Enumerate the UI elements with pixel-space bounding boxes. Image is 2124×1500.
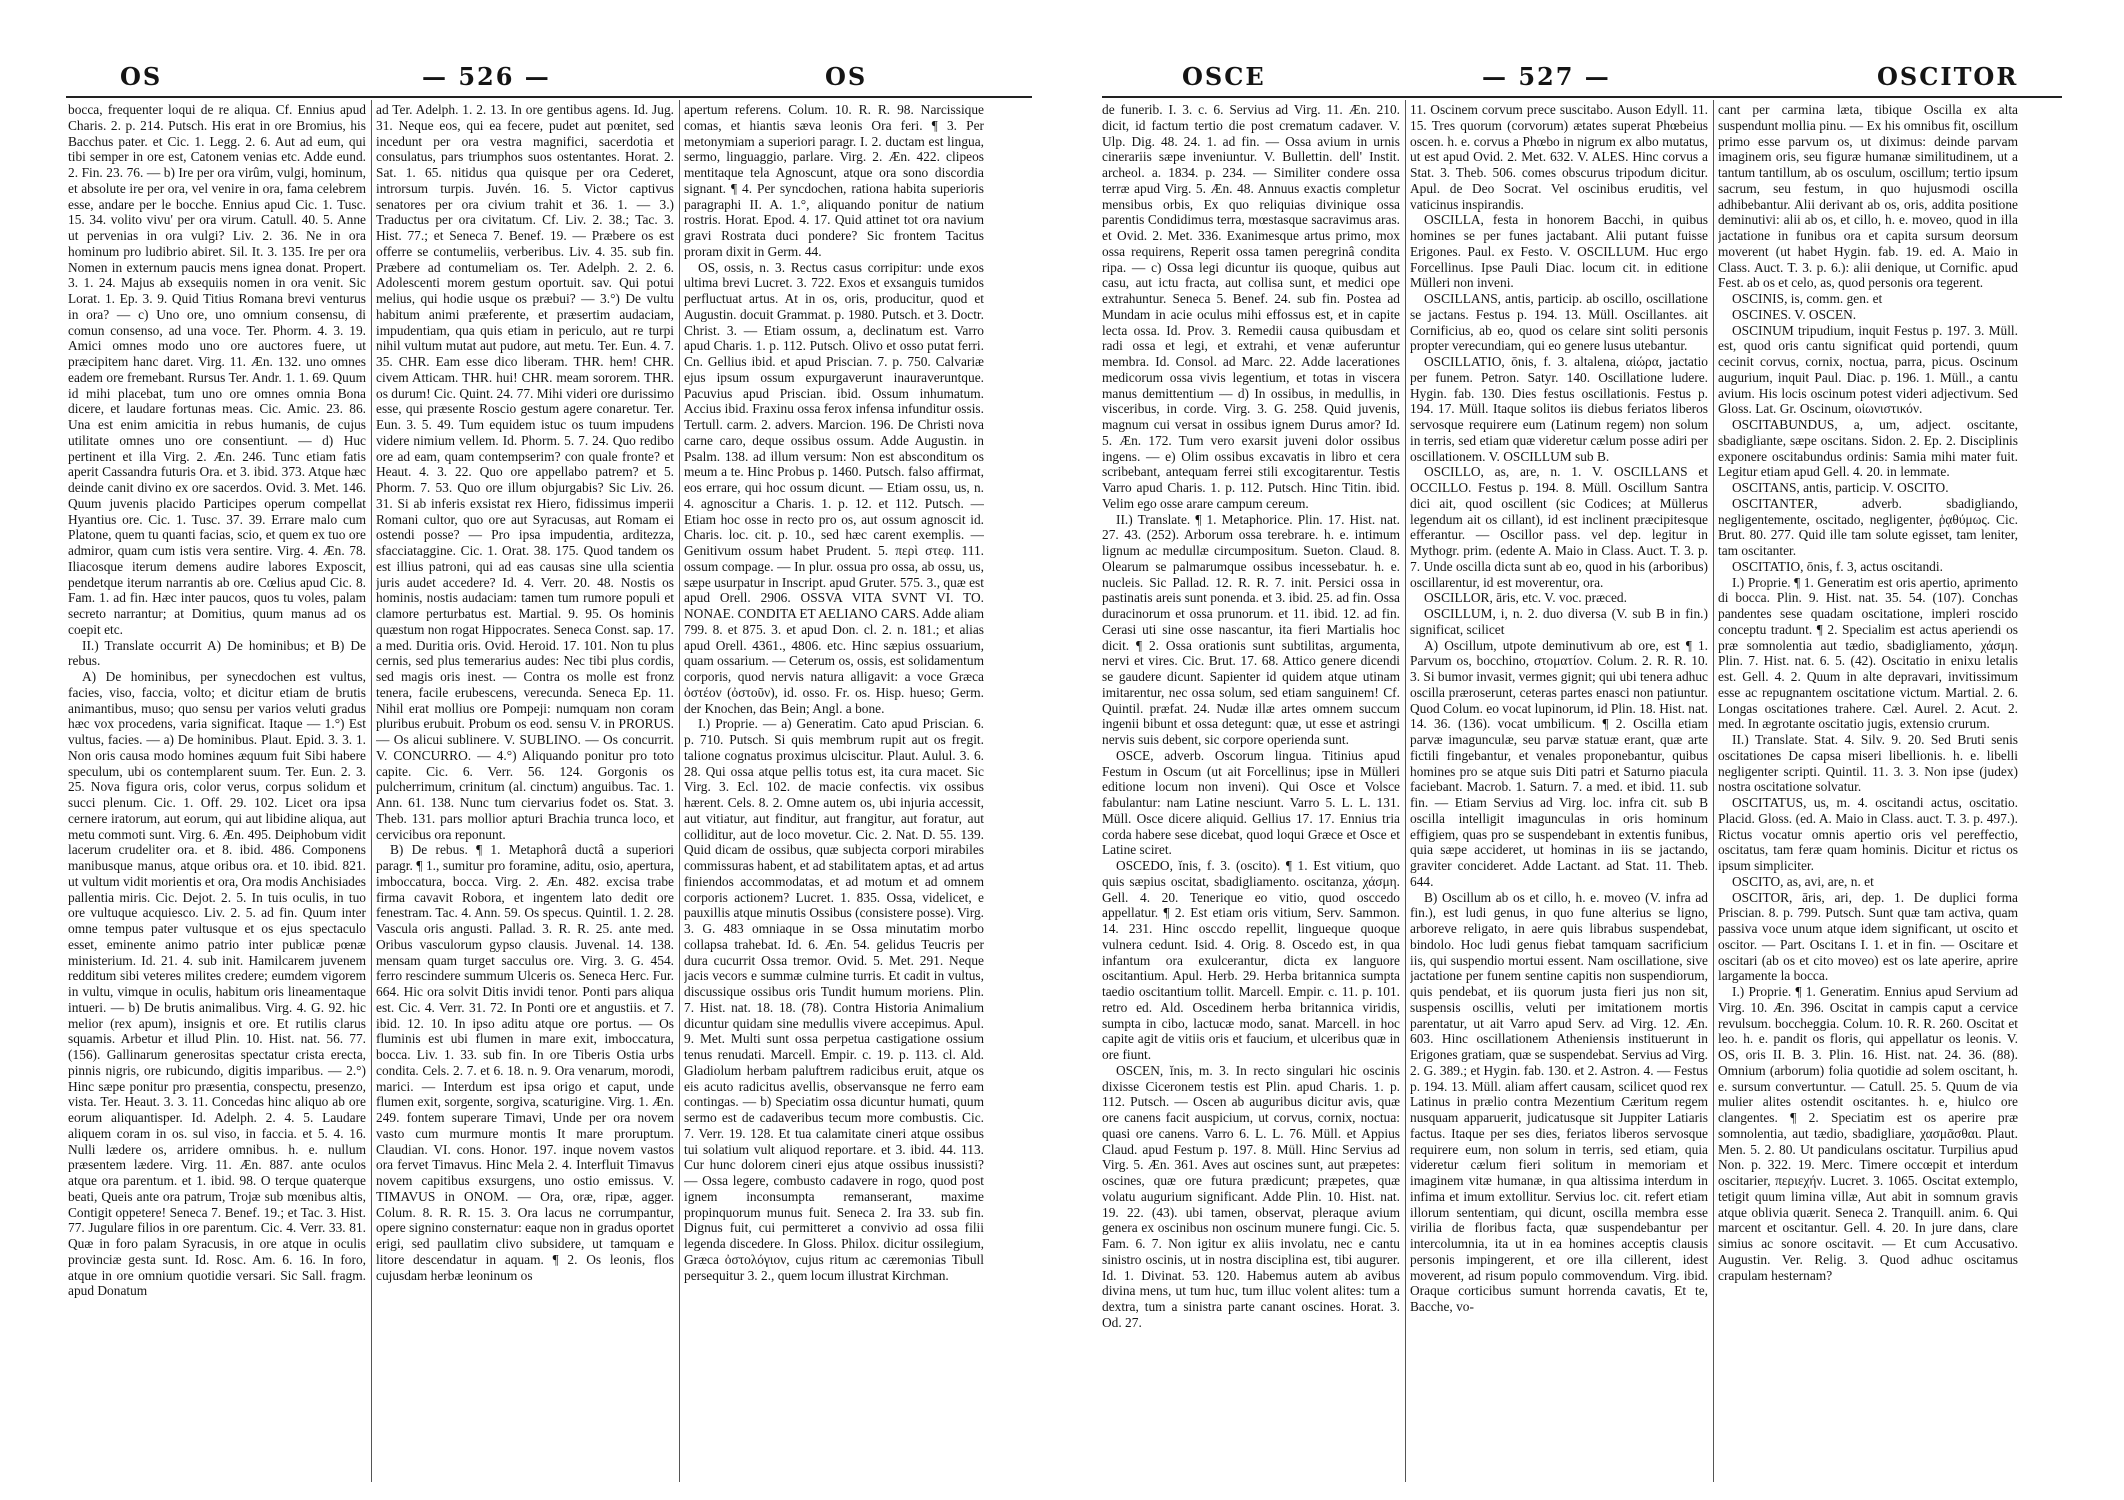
entry-paragraph: 11. Oscinem corvum prece suscitabo. Auson Edyll. 11. 15. Tres quorum (corvorum) ætates superat Phœbeius oscen. h. e. corvus a Phœbo in nigrum ex albo mutatus, ut est apud Ovid. 2. Met. 632. V. ALES. Hinc corvus a Stat. 3. Theb. 506. comes obscurus tripodum dicitur. Apul. de Deo Socrat. Vel oscinibus eruditis, vel vaticinus inspirandis. <box>1410 102 1708 212</box>
entry-paragraph: OSCILLATIO, ōnis, f. 3. altalena, αἰώρα, jactatio per funem. Petron. Satyr. 140. Oscillatione ludere. Hygin. fab. 130. Dies festus oscillationis. Festus p. 194. 17. Müll. Itaque solitos iis diebus feriatos liberos servosque requirere eum (Latinum regem) non solum in terris, sed etiam quæ videretur cælum posse adiri per oscillationem. V. OSCILLUM sub B. <box>1410 354 1708 464</box>
entry-paragraph: OSCILLANS, antis, particip. ab oscillo, oscillatione se jactans. Festus p. 194. 13. Müll. Oscillantes. ait Cornificius, ab eo, quod os celare sint soliti personis propter verecundiam, qui eo genere lusus utebantur. <box>1410 291 1708 354</box>
entry-paragraph: OSCE, adverb. Oscorum lingua. Titinius apud Festum in Oscum (ut ait Forcellinus; ipse in Mülleri editione locum non inveni). Qui Osce et Volsce fabulantur: nam Latine nesciunt. Varro 5. L. L. 131. Müll. Osce dicere aliquid. Gellius 17. 17. Ennius tria corda habere sese dicebat, quod loqui Græce et Osce et Latine sciret. <box>1102 747 1400 858</box>
entry-paragraph: I.) Proprie. — a) Generatim. Cato apud Priscian. 6. p. 710. Putsch. Si quis membrum rupit aut os fregit. talione cognatus proximus ulciscitur. Plaut. Aulul. 3. 6. 28. Qui ossa atque pellis totus est, ita cura macet. Sic Virg. 3. Ecl. 102. de macie confectis. vix ossibus hærent. Cels. 8. 2. Omne autem os, ubi injuria accessit, aut vitiatur, aut finditur, aut frangitur, aut foratur, aut colliditur, aut de loco movetur. Cic. 2. Nat. D. 55. 139. Quid dicam de ossibus, quæ subjecta corpori mirabiles commissuras habent, et ad stabilitatem aptas, et ad artus finiendos accommodatas, et ad motum et ad omnem corporis actionem? Lucret. 1. 835. Ossa, videlicet, e pauxillis atque minutis Ossibus (consistere posse). Virg. 3. G. 483 omniaque in se Ossa minutatim morbo collapsa trahebat. Id. 6. Æn. 54. gelidus Teucris per dura cucurrit Ossa tremor. Ovid. 5. Met. 291. Neque jacis vecors e summæ culmine turris. Et cadit in vultus, discussique ossibus oris Tundit humum moriens. Plin. 7. Hist. nat. 18. 18. (78). Contra Historia Animalium dicuntur quidam sine medullis vivere accepimus. Apul. 9. Met. Multi sunt ossa perpetua castigatione ossium tenus renudati. Marcell. Empir. c. 19. p. 113. cl. Ald. Gladiolum herbam paluftrem radicibus eruit, atque os eis acuto radicitus avellis, observansque ne ferro eam contingas. — b) Speciatim ossa dicuntur humati, quum sermo est de cadaveribus tecum more combustis. Cic. 7. Verr. 19. 128. Et tua calamitate cineri atque ossibus tui solatium vult aliquod reportare. et 3. ibid. 44. 113. Cur hunc dolorem cineri ejus atque ossibus inussisti? — Ossa legere, combusto cadavere in rogo, quod post ignem inconsumpta remanserant, maxime propinquorum munus fuit. Seneca 2. Ira 33. sub fin. Dignus fuit, cui permitteret a convivio ad ossa filii legenda discedere. In Gloss. Philox. dicitur ossilegium, Græca ὀστολόγιον, cujus ritum ac cæremonias Tibull persequitur 3. 2., quem locum illustrat Kirchman. <box>684 716 984 1283</box>
entry-paragraph: OSCINUM tripudium, inquit Festus p. 197. 3. Müll. est, quod oris cantu significat quid portendi, quum cecinit corvus, cornix, noctua, parra, picus. Oscinum augurium, inquit Paul. Diac. p. 196. 1. Müll., a cantu avium. His locis oscinum potest videri adjectivum. Sed Gloss. Lat. Gr. Oscinum, οἰωνιστικόν. <box>1718 322 2018 417</box>
entry-paragraph: bocca, frequenter loqui de re aliqua. Cf. Ennius apud Charis. 2. p. 214. Putsch. His erat in ore Bromius, his Bacchus pater. et Cic. 1. Legg. 2. 6. Aut ad eum, qui tibi semper in ore est, Catonem venias etc. Adde eund. 2. Fin. 23. 76. — b) Ire per ora virûm, vulgi, hominum, et absolute ire per ora, vel venire in ora, fama celebrem esse, andare per le bocche. Ennius apud Cic. 1. Tusc. 15. 34. volito vivu' per ora virum. Catull. 40. 5. Anne ut pervenias in ora vulgi? Liv. 2. 36. Ne in ora hominum pro ludibrio abiret. Sil. It. 3. 135. Ire per ora Nomen in externum paucis mens ignea donat. Propert. 3. 1. 24. Majus ab exsequiis nomen in ora venit. Sic Lorat. 1. Ep. 3. 9. Quid Titius Romana brevi venturus in ora? — c) Uno ore, uno omnium consensu, di comun consenso, ad una voce. Ter. Phorm. 4. 3. 19. Amici omnes modo uno ore auctores fuere, ut præcipitem hanc daret. Virg. 11. Æn. 132. uno omnes eadem ore fremebant. Rursus Ter. Andr. 1. 1. 69. Quum id mihi placebat, tum uno ore omnes omnia Bona dicere, et laudare fortunas meas. Cic. Amic. 23. 86. Una est enim amicitia in rebus humanis, de cujus utilitate omnes uno ore consentiunt. — d) Huc pertinent et illa Virg. 2. Æn. 246. Tunc etiam fatis aperit Cassandra futuris Ora. et 3. ibid. 373. Atque hæc deinde canit divino ex ore sacerdos. Ovid. 3. Met. 146. Quum juvenis placido Participes operum compellat Hyantius ore. Cic. 1. Tusc. 37. 39. Errare malo cum Platone, quem tu quanti facias, scio, et quem ex tuo ore admiror, quam cum istis vera sentire. Virg. 4. Æn. 78. Iliacosque iterum demens audire labores Exposcit, pendetque iterum narrantis ab ore. Cœlius apud Cic. 8. Fam. 1. ad fin. Hæc inter paucos, quos tu voles, palam secreto narrantur; at Domitius, quum manus ad os coepit etc. <box>68 102 366 637</box>
entry-paragraph: II.) Translate. ¶ 1. Metaphorice. Plin. 17. Hist. nat. 27. 43. (252). Arborum ossa terebrare. h. e. intimum lignum ac medullæ circumpositum. Sueton. Claud. 8. Olearum se palmarumque ossibus incessebatur. h. e. nucleis. Sic Pallad. 12. R. R. 7. init. Persici ossa in pastinatis areis sunt ponenda. et 3. ibid. 25. ad fin. Ossa duracinorum et ossa prunorum. et 11. ibid. 12. ad fin. Cerasi uti sine osse nascantur, ita fieri Martialis hoc dicit. ¶ 2. Ossa orationis sunt subtilitas, argumenta, nervi et vires. Cic. Brut. 17. 68. Attico genere dicendi se gaudere dicunt. Sapienter id quidem atque utinam imitarentur, nec ossa solum, sed etiam sanguinem! Cf. Quintil. præfat. 24. Nudæ illæ artes omnem succum ingenii bibunt et ossa detegunt: quæ, ut esse et astringi nervis suis debent, sic corpore operienda sunt. <box>1102 511 1400 747</box>
entry-paragraph: A) De hominibus, per synecdochen est vultus, facies, viso, faccia, volto; et dicitur etiam de brutis animantibus, muso; quo sensu per varios veluti gradus hæc vox procedens, varia significat. Itaque — 1.°) Est vultus, facies. — a) De hominibus. Plaut. Epid. 3. 3. 1. Non oris causa modo homines æquum fuit Sibi habere speculum, ubi os contemplarent suum. Ter. Eun. 2. 3. 25. Nova figura oris, color verus, corpus solidum et succi plenum. Cic. 1. Off. 29. 102. Licet ora ipsa cernere iratorum, aut eorum, qui aut libidine aliqua, aut metu commoti sunt. Virg. 6. Æn. 495. Deiphobum vidit lacerum crudeliter ora. et 8. ibid. 486. Componens manibusque manus, atque oribus ora. et 10. ibid. 821. ut vultum vidit morientis et ora, Ora modis Anchisiades pallentia miris. Cic. Dejot. 2. 5. In tuis oculis, in tuo ore vultuque acquiesco. Liv. 2. 5. ad fin. Quum inter omne tempus pater vultusque et os ejus spectaculo esset, eminente animo patrio inter publicæ pœnæ ministerium. Id. 21. 4. sub init. Hamilcarem juvenem redditum sibi veteres milites credere; eumdem vigorem in vultu, vimque in oculis, habitum oris lineamentaque intueri. — b) De brutis animalibus. Virg. 4. G. 92. hic melior (rex apum), insignis et ore. Et rutilis clarus squamis. Arbetur et illud Plin. 10. Hist. nat. 56. 77. (156). Gallinarum generositas spectatur crista erecta, pinnis nigris, ore rubicundo, digitis imparibus. — 2.°) Hinc sæpe ponitur pro præsentia, conspectu, presenzo, vista. Ter. Heaut. 3. 3. 11. Concedas hinc aliquo ab ore eorum aliquantisper. Id. Adelph. 2. 4. 5. Laudare aliquem coram in os. sul viso, in faccia. et 5. 4. 16. Nulli lædere os, arridere omnibus. h. e. nullum præsentem lædere. Virg. 11. Æn. 887. ante oculos atque ora parentum. et 1. ibid. 98. O terque quaterque beati, Queis ante ora patrum, Trojæ sub mœnibus altis, Contigit oppetere! Seneca 7. Benef. 19.; et Tac. 3. Hist. 77. Jugulare filios in ore parentum. Cic. 4. Verr. 33. 81. Quæ in foro palam Syracusis, in ore atque in oculis provinciæ gesta sunt. Id. Rosc. Am. 6. 16. In foro, atque in ore omnium quotidie versari. Sic Sall. fragm. apud Donatum <box>68 669 366 1299</box>
entry-paragraph: OSCITATUS, us, m. 4. oscitandi actus, oscitatio. Placid. Gloss. (ed. A. Maio in Class. auct. T. 3. p. 497.). Rictus vocatur omnis apertio oris vel pereffectio, oscitatus, tam feræ quam hominis. Dicitur et rictus os ipsum simpliciter. <box>1718 795 2018 873</box>
running-head-right: OSCITOR <box>1877 62 2019 91</box>
running-head-left: OSCE <box>1182 62 1266 91</box>
entry-paragraph: B) De rebus. ¶ 1. Metaphorâ ductâ a superiori paragr. ¶ 1., sumitur pro foramine, aditu, osio, apertura, imboccatura, bocca. Virg. 2. Æn. 482. excisa trabe firma cavavit Robora, et ingentem lato dedit ore fenestram. Tac. 4. Ann. 59. Os specus. Quintil. 1. 2. 28. Vascula oris angusti. Pallad. 3. R. R. 25. ante med. Oribus vasculorum gypso clausis. Juvenal. 14. 138. mensam quam turget sacculus ore. Virg. 3. G. 454. ferro rescindere summum Ulceris os. Seneca Herc. Fur. 664. Hic ora solvit Ditis invidi tenor. Ponti pars aliqua est. Cic. 4. Verr. 31. 72. In Ponti ore et angustiis. et 7. ibid. 12. 10. In ipso aditu atque ore portus. — Os fluminis est ubi flumen in mare exit, imboccatura, bocca. Liv. 1. 33. sub fin. In ore Tiberis Ostia urbs condita. Cels. 2. 7. et 6. 18. n. 9. Ora venarum, morodi, marici. — Interdum est ipsa origo et caput, unde flumen exit, sorgente, sorgiva, scaturigine. Virg. 1. Æn. 249. fontem superare Timavi, Unde per ora novem vasto cum murmure montis It mare proruptum. Claudian. VI. cons. Honor. 197. inque novem vastos ora fervet Timavus. Hinc Mela 2. 4. Interfluit Timavus novem capitibus exsurgens, uno ostio emissus. V. TIMAVUS in ONOM. — Ora, oræ, ripæ, agger. Colum. 8. R. R. 15. 3. Ora lacus ne corrumpantur, opere signino consternatur: eaque non in gradus oportet erigi, sed paullatim clivo subsidere, ut tamquam e litore descendatur in aquam. ¶ 2. Os leonis, flos cujusdam herbæ leoninum os <box>376 842 674 1283</box>
running-head-left: OS <box>120 62 163 91</box>
text-column-1 <box>1102 102 1400 1482</box>
column-divider <box>679 100 680 1482</box>
entry-paragraph: A) Oscillum, utpote deminutivum ab ore, est ¶ 1. Parvum os, bocchino, στοματίον. Colum. 2. R. R. 10. 3. Si bumor invasit, vermes gignit; qui ubi tenera adhuc oscilla præroserunt, ceteras partes enasci non patiuntur. Quod Colum. eo vocat lupinorum, id Plin. 18. Hist. nat. 14. 36. (136). vocat umbilicum. ¶ 2. Oscilla etiam parvæ imagunculæ, seu parvæ statuæ erant, quæ arte fictili fingebantur, et venales proponebantur, quibus homines pro se atque suis Diti patri et Saturno piacula faciebant. Macrob. 1. Saturn. 7. a med. et ibid. 11. sub fin. — Etiam Servius ad Virg. loc. infra cit. sub B oscilla intelligit imagunculas in oris hominum effigiem, quas pro se suspendebant in extentis funibus, quia sæpe accideret, ut hominas in iis se jactando, graviter concideret. Adde Lactant. ad Stat. 11. Theb. 644. <box>1410 637 1708 889</box>
entry-paragraph: OSCITATIO, ōnis, f. 3, actus oscitandi. <box>1732 558 1943 574</box>
entry-paragraph: OSCILLA, festa in honorem Bacchi, in quibus homines se per funes jactabant. Alii putant fuisse Erigones. Paul. ex Festo. V. OSCILLUM. Huc ergo Forcellinus. Ipse Pauli Diac. locum cit. in editione Mülleri non inveni. <box>1410 212 1708 291</box>
entry-paragraph: cant per carmina læta, tibique Oscilla ex alta suspendunt mollia pinu. — Ex his omnibus fit, oscillum primo esse parvum os, ut diximus: deinde parvam imaginem oris, seu figuræ humanæ similitudinem, ut a tantum tantillum, ab os osculum, oscillum; tertio ipsum sacrum, seu festum, in quo hujusmodi oscilla adhibebantur. Alii derivant ab os, oris, addita positione deminutivi: alii ab os, et cillo, h. e. moveo, quod in illa jactatione in funibus ora et capita sursum deorsum moverent (ut habet Hygin. fab. 19. ed. A. Maio in Class. Auct. T. 3. p. 6.): alii denique, ut Cornific. apud Fest. ab os et celo, as, quod personis ora tegerent. <box>1718 102 2018 291</box>
entry-paragraph: B) Oscillum ab os et cillo, h. e. moveo (V. infra ad fin.), est ludi genus, in quo fune alterius se ligno, arboreve religato, in aere quis librabus suspendebat, bindolo. Hoc ludi genus fiebat tamquam sacrificium iis, qui suspendio mortui essent. Nam oscillatione, sive jactatione per funem sentine capitis non suspendiorum, quis pendebat, et iis quorum justa fieri jus non sit, suspensis oscillis, veluti per imitationem mortis parentatur, ut ait Varro apud Serv. ad Virg. 12. Æn. 603. Hinc oscillationem Atheniensis instituerunt in Erigones gratiam, quæ se suspendebat. Servius ad Virg. 2. G. 389.; et Hygin. fab. 130. et 2. Astron. 4. — Festus p. 194. 13. Müll. aliam affert causam, scilicet quod rex Latinus in prælio contra Mezentium Cæritum regem nusquam apparuerit, judicatusque sit Juppiter Latiaris factus. Itaque per ses dies, feriatos liberos servosque requirere eum, non solum in terris, sed etiam, quia videretur cælum fieri solitum in memoriam et imaginem vitæ humanæ, in qua altissima interdum in infima et imum extollitur. Servius loc. cit. refert etiam illorum sententiam, qui dicunt, oscilla membra esse virilia de floribus facta, quæ suspendebantur per intercolumnia, ita ut in ea homines acceptis clausis personis impingerent, et ore illa cillerent, idest moverent, ad risum populo commovendum. Virg. ibid. Oraque corticibus sumunt horrenda cavatis, Et te, Bacche, vo- <box>1410 889 1708 1314</box>
text-column-3 <box>1718 102 2018 1482</box>
entry-paragraph: OSCINES. V. OSCEN. <box>1732 306 1857 322</box>
entry-paragraph: OSCITANTER, adverb. sbadigliando, negligentemente, oscitado, negligenter, ῥᾳθύμως. Cic. Brut. 80. 277. Quid ille tam solute egisset, tam leniter, tam oscitanter. <box>1718 495 2018 558</box>
right-page <box>1062 0 2124 1500</box>
text-column-1 <box>68 102 366 1482</box>
header-rule <box>66 96 1032 98</box>
entry-paragraph: II.) Translate. Stat. 4. Silv. 9. 20. Sed Bruti senis oscitationes De capsa miseri libellionis. h. e. libelli negligenter scripti. Quintil. 11. 3. 3. Non ipse (judex) nostra oscitatione solvatur. <box>1718 732 2018 795</box>
entry-paragraph: OSCITO, as, avi, are, n. et <box>1732 873 1874 889</box>
column-divider <box>371 100 372 1482</box>
column-divider <box>1405 100 1406 1482</box>
page-number: — 527 — <box>1482 62 1611 91</box>
entry-paragraph: OSCITOR, āris, ari, dep. 1. De duplici forma Priscian. 8. p. 799. Putsch. Sunt quæ tam activa, quam passiva voce unum atque idem significant, ut oscito et oscitor. — Part. Oscitans I. 1. et in fin. — Oscitare et oscitari (ab os et cito moveo) est os late aperire, aprire largamente la bocca. <box>1718 889 2018 984</box>
entry-paragraph: OSCITANS, antis, particip. V. OSCITO. <box>1732 480 1949 495</box>
entry-paragraph: OSCILLUM, i, n. 2. duo diversa (V. sub B in fin.) significat, scilicet <box>1410 606 1708 637</box>
header-rule <box>1102 96 2062 98</box>
entry-paragraph: I.) Proprie. ¶ 1. Generatim. Ennius apud Servium ad Virg. 10. Æn. 396. Oscitat in campis caput a cervice revulsum. boccheggia. Colum. 10. R. R. 260. Oscitat et leo. h. e. pandit os floris, qui appellatur os leonis. V. OS, oris II. B. 3. Plin. 16. Hist. nat. 24. 36. (88). Omnium (arborum) folia quotidie ad solem oscitant, h. e. sursum convertuntur. — Catull. 25. 5. Quum de via mulier alites ostendit oscitantes. h. e, hiulco ore clangentes. ¶ 2. Speciatim est os aperire præ somnolentia, aut tædio, sbadigliare, χασμᾶσθαι. Plaut. Men. 5. 2. 80. Ut pandiculans oscitatur. Turpilius apud Non. p. 322. 19. Merc. Timere occœpit et interdum oscitarier, περιεχήν. Lucret. 3. 1065. Oscitat extemplo, tetigit quum limina villæ, Aut abit in somnum gravis atque oblivia quærit. Seneca 2. Tranquill. anim. 6. Qui marcent et oscitantur. Gell. 4. 20. In jure dans, clare simius ac sonore oscitavit. — Et cum Accusativo. Augustin. Ver. Relig. 3. Quod adhuc oscitamus crapulam hesternam? <box>1718 984 2018 1283</box>
entry-paragraph: OSCINIS, is, comm. gen. et <box>1732 291 1883 306</box>
text-column-3 <box>684 102 984 1482</box>
entry-paragraph: OS, ossis, n. 3. Rectus casus corripitur: unde exos ultima brevi Lucret. 3. 722. Exos et exsanguis tumidos perfluctuat artus. At in os, oris, producitur, quod et Augustin. docuit Grammat. p. 1980. Putsch. et 3. Doctr. Christ. 3. — Etiam ossum, a, declinatum est. Varro apud Charis. 1. p. 112. Putsch. Olivo et osso putat ferri. Cn. Gellius ibid. et apud Priscian. 7. p. 750. Calvariæ ejus ipsum ossum expurgaverunt inauraveruntque. Pacuvius apud Priscian. ibid. Ossum inhumatum. Accius ibid. Fraxinu ossa ferox infensa infunditur ossis. Tertull. carm. 2. advers. Marcion. 196. De Christi nova carne caro, deque ossibus ossum. Adde Augustin. in Psalm. 138. ad illum versum: Non est absconditum os meum a te. Hinc Probus p. 1460. Putsch. falso affirmat, eos errare, qui hoc ossum dicunt. — Etiam ossu, us, n. 4. agnoscitur a Charis. 1. p. 12. et 112. Putsch. — Etiam hoc osse in recto pro os, aut ossum agnoscit id. Charis. loc. cit. p. 10., sed hæc carent exemplis. — Genitivum ossum habet Prudent. 5. περὶ στεφ. 111. ossum compage. — In plur. ossua pro ossa, ab ossu, us, sæpe usurpatur in Inscript. apud Gruter. 575. 3., quæ est apud Orell. 2906. OSSVA VITA SVNT VI. TO. NONAE. CONDITA ET AELIANO CARS. Adde aliam 799. 8. et 875. 3. et apud Don. cl. 2. n. 181.; et alias apud Orell. 4361., 4806. etc. Hinc sæpius ossuarium, quam ossarium. — Ceterum os, ossis, est solidamentum corporis, quod nervis natura alligavit: a voce Græca ὀστέον (ὀστοῦν), id. osso. Fr. os. Hisp. hueso; Germ. der Knochen, das Bein; Angl. a bone. <box>684 259 984 716</box>
entry-paragraph: ad Ter. Adelph. 1. 2. 13. In ore gentibus agens. Id. Jug. 31. Neque eos, qui ea fecere, pudet aut pœnitet, sed incedunt per ora vestra magnifici, sacerdotia et consulatus, pars triumphos suos ostentantes. Horat. 2. Sat. 1. 65. nitidus qua quisque per ora Cederet, introrsum turpis. Juvén. 16. 5. Victor captivus senatores per ora civium trahit et 36. 1. — 3.) Traductus per ora civitatum. Cf. Liv. 2. 38.; Tac. 3. Hist. 77.; et Seneca 7. Benef. 19. — Præbere os est offerre se contumeliis, verberibus. Liv. 4. 35. sub fin. Præbere ad contumeliam os. Ter. Adelph. 2. 2. 6. Adolescenti morem gestum oportuit. sav. Qui potui melius, qui hodie usque os præbui? — 3.°) De vultu habitum animi præferente, et præsertim audaciam, impudentiam, qua quis etiam in periculo, aut re turpi nihil vultum mutat aut pudore, aut metu. Ter. Eun. 4. 7. 35. CHR. Eam esse dico liberam. THR. hem! CHR. civem Atticam. THR. hui! CHR. meam sororem. THR. os durum! Cic. Quint. 24. 77. Mihi videri ore durissimo esse, qui præsente Roscio gestum agere conaretur. Ter. Eun. 3. 5. 49. Tum equidem istuc os tuum impudens videre nimium vellem. Id. Phorm. 5. 7. 24. Quo redibo ore ad eam, quam contempserim? con quale fronte? et Heaut. 4. 3. 22. Quo ore appellabo patrem? et 5. Phorm. 7. 53. Quo ore illum objurgabis? Sic Liv. 26. 31. Si ab inferis exsistat rex Hiero, fidissimus imperii Romani cultor, quo ore aut Syracusas, aut Romam ei ostendi posse? — Pro ipsa impudentia, arditezza, sfacciataggine. Cic. 1. Orat. 38. 175. Quod tandem os est illius patroni, qui ad eas causas sine ulla scientia juris audet accedere? Id. 4. Verr. 20. 48. Nostis os hominis, nostis audaciam: tamen tum rumore populi et clamore perturbatus est. Martial. 9. 95. Os hominis quæstum non rogat Hippocrates. Seneca Const. sap. 17. a med. Duritia oris. Ovid. Heroid. 17. 101. Non tu plus cernis, sed plus temerarius audes: Nec tibi plus cordis, sed magis oris inest. — Contra os molle est fronz tenera, facile erubescens, verecunda. Seneca Ep. 11. Nihil erat mollius ore Pompeji: numquam non coram pluribus erubuit. Probum os eod. sensu V. in PRORUS. — Os alicui sublinere. V. SUBLINO. — Os concurrit. V. CONCURRO. — 4.°) Aliquando ponitur pro toto capite. Cic. 6. Verr. 56. 124. Gorgonis os pulcherrimum, crinitum (al. cinctum) anguibus. Tac. 1. Ann. 61. 138. Nunc tum ciervarius fodet os. Stat. 3. Theb. 131. pars mollior apturi Brachia trunca loco, et cervicibus ora reponunt. <box>376 102 674 842</box>
running-head-right: OS <box>825 62 868 91</box>
entry-paragraph: OSCEDO, ĭnis, f. 3. (oscito). ¶ 1. Est vitium, quo quis sæpius oscitat, sbadigliamento. oscitanza, χάσμη. Gell. 4. 20. Tenerique eo vitio, quod osccedo appellatur. ¶ 2. Est etiam oris vitium, Serv. Sammon. 14. 231. Hinc osccdo repellit, lingueque quoque vulnera cedunt. Isid. 4. Orig. 8. Oscedo est, in qua infantum ora exulcerantur, dicta ex languore oscitantium. Apul. Herb. 29. Herba britannica sumpta taedio oscitantium tollit. Marcell. Empir. c. 11. p. 101. retro ed. Ald. Oscedinem herba britannica viridis, sumpta in cibo, lactucæ modo, sanat. Marcell. in hoc capite agit de vitiis oris et faucium, et ulceribus quæ in ore fiunt. <box>1102 858 1400 1062</box>
entry-paragraph: OSCILLOR, āris, etc. V. voc. præced. <box>1424 590 1627 606</box>
entry-paragraph: OSCILLO, as, are, n. 1. V. OSCILLANS et OCCILLO. Festus p. 194. 8. Müll. Oscillum Santra dici ait, quod oscillent (sic Codices; at Müllerus legendum ait os cillant), id est inclinent præcipitesque efferantur. — Oscillor pass. vel dep. legitur in Mythogr. prim. (edente A. Maio in Class. Auct. T. 3. p. 7. Unde oscilla dicta sunt ab eo, quod in his (arboribus) oscillarentur, id est moverentur, ora. <box>1410 464 1708 590</box>
page-number: — 526 — <box>422 62 551 91</box>
column-divider <box>1713 100 1714 1482</box>
entry-paragraph: II.) Translate occurrit A) De hominibus; et B) De rebus. <box>68 637 366 669</box>
entry-paragraph: I.) Proprie. ¶ 1. Generatim est oris apertio, aprimento di bocca. Plin. 9. Hist. nat. 35. 54. (107). Conchas pandentes sese quadam oscitatione, impleri roscido conceptu tradunt. ¶ 2. Specialim est actus aperiendi os præ somnolentia aut tædio, sbadigliamento, χάσμη. Plin. 7. Hist. nat. 6. 5. (42). Oscitatio in enixu letalis est. Gell. 4. 2. Quum in alte depravari, invitissimum esse ac repugnantem oscitatione victum. Martial. 2. 6. Longas oscitationes trahere. Cæl. Aurel. 2. Acut. 2. med. In ægrotante oscitatio jugis, extensio crurum. <box>1718 574 2018 732</box>
entry-paragraph: de funerib. I. 3. c. 6. Servius ad Virg. 11. Æn. 210. dicit, id factum tertio die post crematum cadaver. V. Ulp. Dig. 48. 24. 1. ad fin. — Ossa avium in urnis cinerariis sæpe inveniuntur. V. Bullettin. dell' Instit. archeol. a. 1834. p. 234. — Similiter condere ossa terræ apud Virg. 5. Æn. 48. Annuus exactis completur mensibus orbis, Ex quo reliquias divinique ossa parentis Condidimus terra, mœstasque sacravimus aras. et Ovid. 2. Met. 336. Exanimesque artus primo, mox ossa requirens, Reperit ossa tamen peregrinâ condita ripa. — c) Ossa legi dicuntur iis quoque, quibus aut casu, aut ictu fracta, aut collisa sunt, et medici ope extrahuntur. Seneca 5. Benef. 24. sub fin. Postea ad Mundam in acie oculus mihi effossus est, et in capite lecta ossa. Id. Prov. 3. Remedii causa quibusdam et radi ossa et legi, et extrahi, et venæ auferuntur membra. Id. Consol. ad Marc. 22. Adde lacerationes medicorum ossa vivis legentium, et totas in viscera manus demittentium — d) In ossibus, in medullis, in visceribus, in corde. Virg. 3. G. 258. Quid juvenis, magnum cui versat in ossibus ignem Durus amor? Id. 5. Æn. 172. Tum vero exarsit juveni dolor ossibus ingens. — e) Olim ossibus excavatis in libro et cera scribebant, antequam ferrei stili excogitarentur. Testis Varro apud Charis. 1. p. 112. Putsch. Hinc Titin. ibid. Velim ego osse arare campum cereum. <box>1102 102 1400 511</box>
entry-paragraph: apertum referens. Colum. 10. R. R. 98. Narcissique comas, et hiantis sæva leonis Ora feri. ¶ 3. Per metonymiam a superiori paragr. I. 2. ductam est lingua, sermo, linguaggio, parlare. Virg. 2. Æn. 422. clipeos mentitaque tela Agnoscunt, atque ora sono discordia signant. ¶ 4. Per syncdochen, rationa habita superioris paragraphi II. A. 1.°, aliquando ponitur de natium rostris. Horat. Epod. 4. 17. Quid attinet tot ora navium gravi Rostrata duci pondere? Sic frontem Tacitus proram dixit in Germ. 44. <box>684 102 984 259</box>
entry-paragraph: OSCEN, ĭnis, m. 3. In recto singulari hic oscinis dixisse Ciceronem testis est Plin. apud Charis. 1. p. 112. Putsch. — Oscen ab auguribus dicitur avis, quæ ore canens facit auspicium, ut corvus, cornix, noctua: quasi ore canens. Varro 6. L. L. 76. Müll. et Appius Claud. apud Festum p. 197. 8. Müll. Hinc Servius ad Virg. 5. Æn. 361. Aves aut oscines sunt, aut præpetes: oscines, quæ ore futura prædicunt; præpetes, quæ volatu augurium significant. Adde Plin. 10. Hist. nat. 19. 22. (43). ubi tamen, observat, pleraque avium genera ex oscinibus non oscinum munere fungi. Cic. 5. Fam. 6. 7. Non igitur ex aliis involatu, nec e cantu sinistro oscinis, ut in nostra disciplina est, tibi augurer. Id. 1. Divinat. 53. 120. Habemus autem ab avibus divina mens, ut tum huc, tum illuc volent alites: tum a dextra, tum a sinistra parte canant oscines. Horat. 3. Od. 27. <box>1102 1062 1400 1330</box>
text-column-2 <box>1410 102 1708 1482</box>
text-column-2 <box>376 102 674 1482</box>
entry-paragraph: OSCITABUNDUS, a, um, adject. oscitante, sbadigliante, sæpe oscitans. Sidon. 2. Ep. 2. Disciplinis exponere oscitabundus ordinis: Samia mihi mater fuit. Legitur etiam apud Gell. 4. 20. in lemmate. <box>1718 417 2018 480</box>
